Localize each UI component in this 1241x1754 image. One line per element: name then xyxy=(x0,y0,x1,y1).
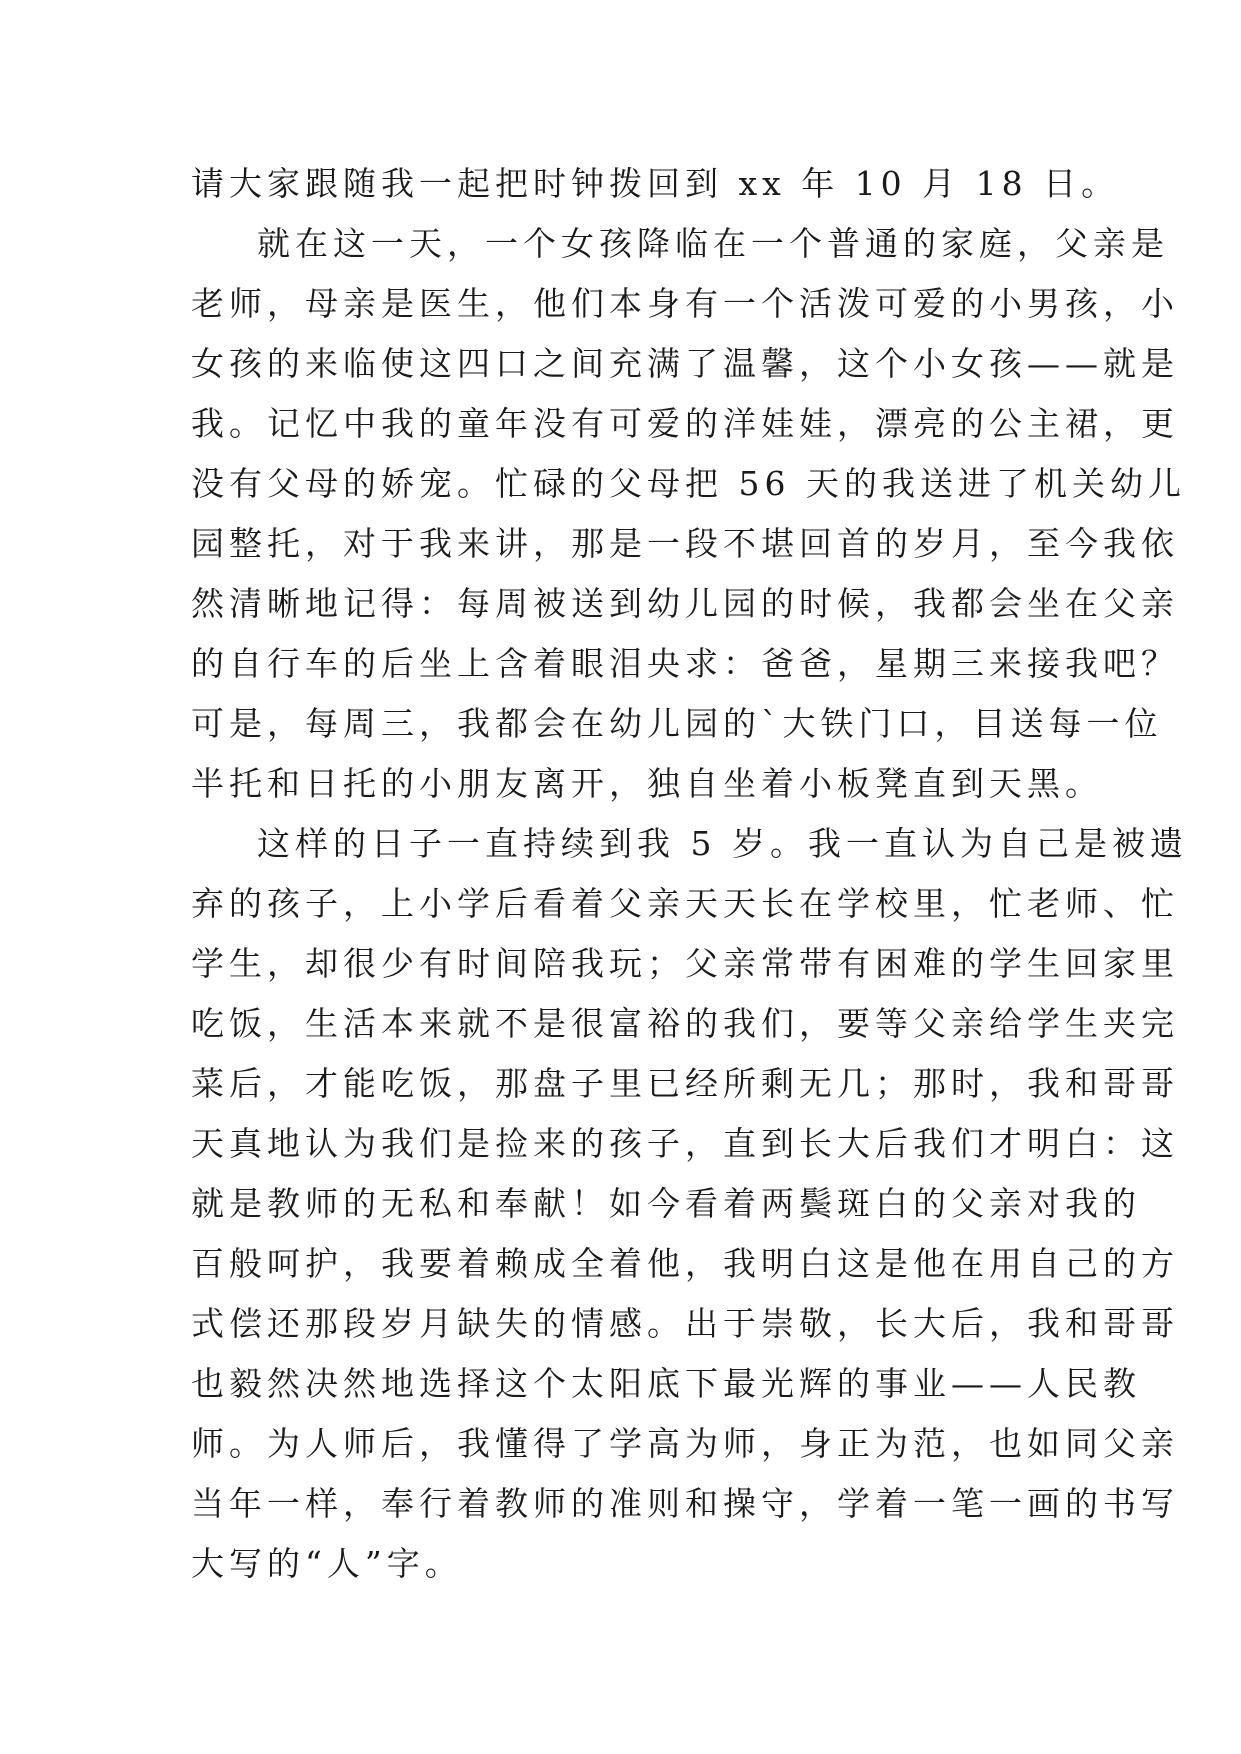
text-line: 半托和日托的小朋友离开，独自坐着小板凳直到天黑。 xyxy=(191,764,1103,803)
text-line: 大写的“人”字。 xyxy=(191,1544,463,1583)
text-line: 园整托，对于我来讲，那是一段不堪回首的岁月，至今我依 xyxy=(191,524,1179,563)
text-line: 就在这一天，一个女孩降临在一个普通的家庭，父亲是 xyxy=(257,224,1169,263)
body-text xyxy=(191,154,1188,1594)
text-line: 当年一样，奉行着教师的准则和操守，学着一笔一画的书写 xyxy=(191,1484,1179,1523)
text-line: 我。记忆中我的童年没有可爱的洋娃娃，漂亮的公主裙，更 xyxy=(191,404,1179,443)
text-line: 然清晰地记得：每周被送到幼儿园的时候，我都会坐在父亲 xyxy=(191,584,1179,623)
text-line: 请大家跟随我一起把时钟拨回到 xx 年 10 月 18 日。 xyxy=(191,164,1120,203)
paragraph-1 xyxy=(191,154,1120,214)
text-line: 也毅然决然地选择这个太阳底下最光辉的事业——人民教 xyxy=(191,1364,1141,1403)
text-line: 师。为人师后，我懂得了学高为师，身正为范，也如同父亲 xyxy=(191,1424,1179,1463)
text-line: 弃的孩子，上小学后看着父亲天天长在学校里，忙老师、忙 xyxy=(191,884,1179,923)
text-line: 吃饭，生活本来就不是很富裕的我们，要等父亲给学生夹完 xyxy=(191,1004,1179,1043)
text-line: 的自行车的后坐上含着眼泪央求：爸爸，星期三来接我吧？ xyxy=(191,644,1179,683)
paragraph-3 xyxy=(191,814,1188,1594)
paragraph-2 xyxy=(191,214,1186,814)
text-line: 没有父母的娇宠。忙碌的父母把 56 天的我送进了机关幼儿 xyxy=(191,464,1186,503)
text-line: 就是教师的无私和奉献！如今看着两鬓斑白的父亲对我的 xyxy=(191,1184,1141,1223)
text-line: 式偿还那段岁月缺失的情感。出于崇敬，长大后，我和哥哥 xyxy=(191,1304,1179,1343)
text-line: 可是，每周三，我都会在幼儿园的`大铁门口，目送每一位 xyxy=(191,704,1163,743)
text-line: 天真地认为我们是捡来的孩子，直到长大后我们才明白：这 xyxy=(191,1124,1179,1163)
text-line: 菜后，才能吃饭，那盘子里已经所剩无几；那时，我和哥哥 xyxy=(191,1064,1179,1103)
text-line: 女孩的来临使这四口之间充满了温馨，这个小女孩——就是 xyxy=(191,344,1179,383)
text-line: 学生，却很少有时间陪我玩；父亲常带有困难的学生回家里 xyxy=(191,944,1179,983)
text-line: 百般呵护，我要着赖成全着他，我明白这是他在用自己的方 xyxy=(191,1244,1179,1283)
text-line: 老师，母亲是医生，他们本身有一个活泼可爱的小男孩，小 xyxy=(191,284,1179,323)
text-line: 这样的日子一直持续到我 5 岁。我一直认为自己是被遗 xyxy=(257,824,1188,863)
